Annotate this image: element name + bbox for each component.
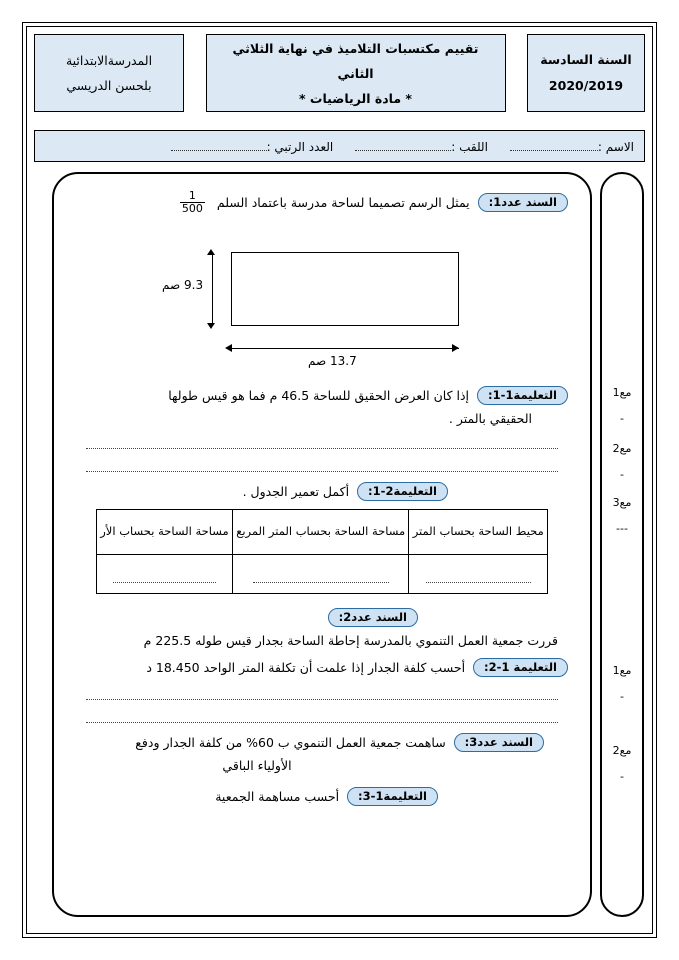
exam-subject: * مادة الرياضيات *: [299, 90, 412, 106]
support2-row: [76, 608, 568, 627]
answer-line-2[interactable]: [86, 456, 558, 472]
school-year: 2020/2019: [548, 78, 624, 93]
criteria-item-1: مع1: [612, 386, 632, 399]
height-label: 9.3 صم: [162, 278, 204, 293]
task3-1-tag: التعليمة1-3:: [347, 787, 438, 806]
height-dimension-line: [212, 252, 213, 326]
surname-label: اللقب :: [451, 139, 488, 154]
cell-blank-line[interactable]: [426, 572, 531, 583]
table-header-area-are: مساحة الساحة بحساب الأر: [97, 510, 233, 555]
criteria-column: [600, 172, 644, 917]
support2-text: قررت جمعية العمل التنموي بالمدرسة إحاطة الساحة بجدار قيس طوله 225.5 م: [143, 633, 558, 649]
table-cell-area-m2[interactable]: [232, 555, 409, 594]
task2-1-tag: التعليمة 1-2:: [473, 658, 568, 677]
table-row[interactable]: [97, 555, 548, 594]
table-header-area-m2: مساحة الساحة بحساب المتر المربع: [232, 510, 409, 555]
answer-line-3[interactable]: [86, 684, 558, 700]
support3-row: [76, 733, 568, 752]
schoolyard-figure: [76, 218, 568, 386]
task1-1-row: [76, 386, 568, 405]
support1-text: يمثل الرسم تصميما لساحة مدرسة باعتماد السلم: [216, 194, 470, 210]
school-level: السنة السادسة: [540, 51, 632, 67]
width-label: 13.7 صم: [308, 354, 357, 369]
cell-blank-line[interactable]: [113, 572, 216, 583]
identity-row: [34, 130, 645, 162]
support1-row: [76, 190, 568, 214]
table-header-perimeter: محيط الساحة بحساب المتر: [409, 510, 548, 555]
level-year-box: [527, 34, 645, 112]
name-field[interactable]: [510, 139, 644, 154]
scale-fraction: [180, 190, 205, 214]
height-arrow-top-icon: [207, 249, 215, 255]
scale-numerator: 1: [188, 189, 196, 202]
support3-text-line2: الأولياء الباقي: [222, 758, 292, 774]
areas-table: [96, 509, 548, 594]
criteria-item-4: مع1: [612, 664, 632, 677]
support2-tag: السند عدد2:: [328, 608, 418, 627]
criteria-item-2: مع2: [612, 442, 632, 455]
width-arrow-left-icon: [225, 344, 232, 352]
task1-1-tag: التعليمة1-1:: [477, 386, 568, 405]
scale-denominator: 500: [181, 201, 203, 215]
header: [34, 34, 645, 124]
rank-field[interactable]: [171, 139, 356, 154]
exercise-content: [62, 182, 582, 907]
support3-text-line1: ساهمت جمعية العمل التنموي ب 60% من كلفة الجدار ودفع: [135, 735, 446, 751]
height-arrow-bottom-icon: [207, 323, 215, 329]
task1-2-row: [76, 482, 568, 501]
width-dimension-line: [231, 348, 459, 349]
surname-blank[interactable]: [355, 139, 451, 151]
criteria-sep-1: -: [620, 412, 624, 425]
rectangle-shape: [231, 252, 459, 326]
school-name-line1: المدرسةالابتدائية: [65, 53, 153, 68]
criteria-sep-5: -: [620, 770, 624, 783]
task1-2-tag: التعليمة2-1:: [357, 482, 448, 501]
rank-blank[interactable]: [171, 139, 267, 151]
criteria-item-3: مع3: [612, 496, 632, 509]
width-arrow-right-icon: [452, 344, 459, 352]
support3-tag: السند عدد3:: [454, 733, 544, 752]
table-header-row: [97, 510, 548, 555]
support1-tag: السند عدد1:: [478, 193, 568, 212]
criteria-item-5: مع2: [612, 744, 632, 757]
name-blank[interactable]: [510, 139, 598, 151]
table-cell-perimeter[interactable]: [409, 555, 548, 594]
school-name-line2: بلحسن الدريسي: [66, 78, 152, 93]
task2-1-row: [76, 658, 568, 677]
answer-line-1[interactable]: [86, 433, 558, 449]
surname-field[interactable]: [355, 139, 510, 154]
rank-label: العدد الرتبي :: [266, 139, 334, 154]
task3-1-row: [76, 787, 568, 806]
task1-1-text-line2: الحقيقي بالمتر .: [448, 411, 532, 427]
task2-1-text: أحسب كلفة الجدار إذا علمت أن تكلفة المتر الواحد 18.450 د: [146, 660, 466, 676]
table-cell-area-are[interactable]: [97, 555, 233, 594]
criteria-sep-2: -: [620, 468, 624, 481]
exam-title-line1: تقييم مكتسبات التلاميذ في نهاية الثلاثي الثاني: [232, 40, 479, 81]
criteria-sep-4: -: [620, 690, 624, 703]
task3-1-text: أحسب مساهمة الجمعية: [215, 789, 340, 805]
answer-line-4[interactable]: [86, 707, 558, 723]
name-label: الاسم :: [597, 139, 634, 154]
cell-blank-line[interactable]: [253, 572, 389, 583]
criteria-sep-3: ---: [616, 522, 628, 535]
task1-1-text-line1: إذا كان العرض الحقيق للساحة 46.5 م فما هو قيس طولها: [168, 388, 470, 404]
task1-2-text: أكمل تعمير الجدول .: [242, 484, 350, 500]
school-box: [34, 34, 184, 112]
exam-title-box: [206, 34, 506, 112]
